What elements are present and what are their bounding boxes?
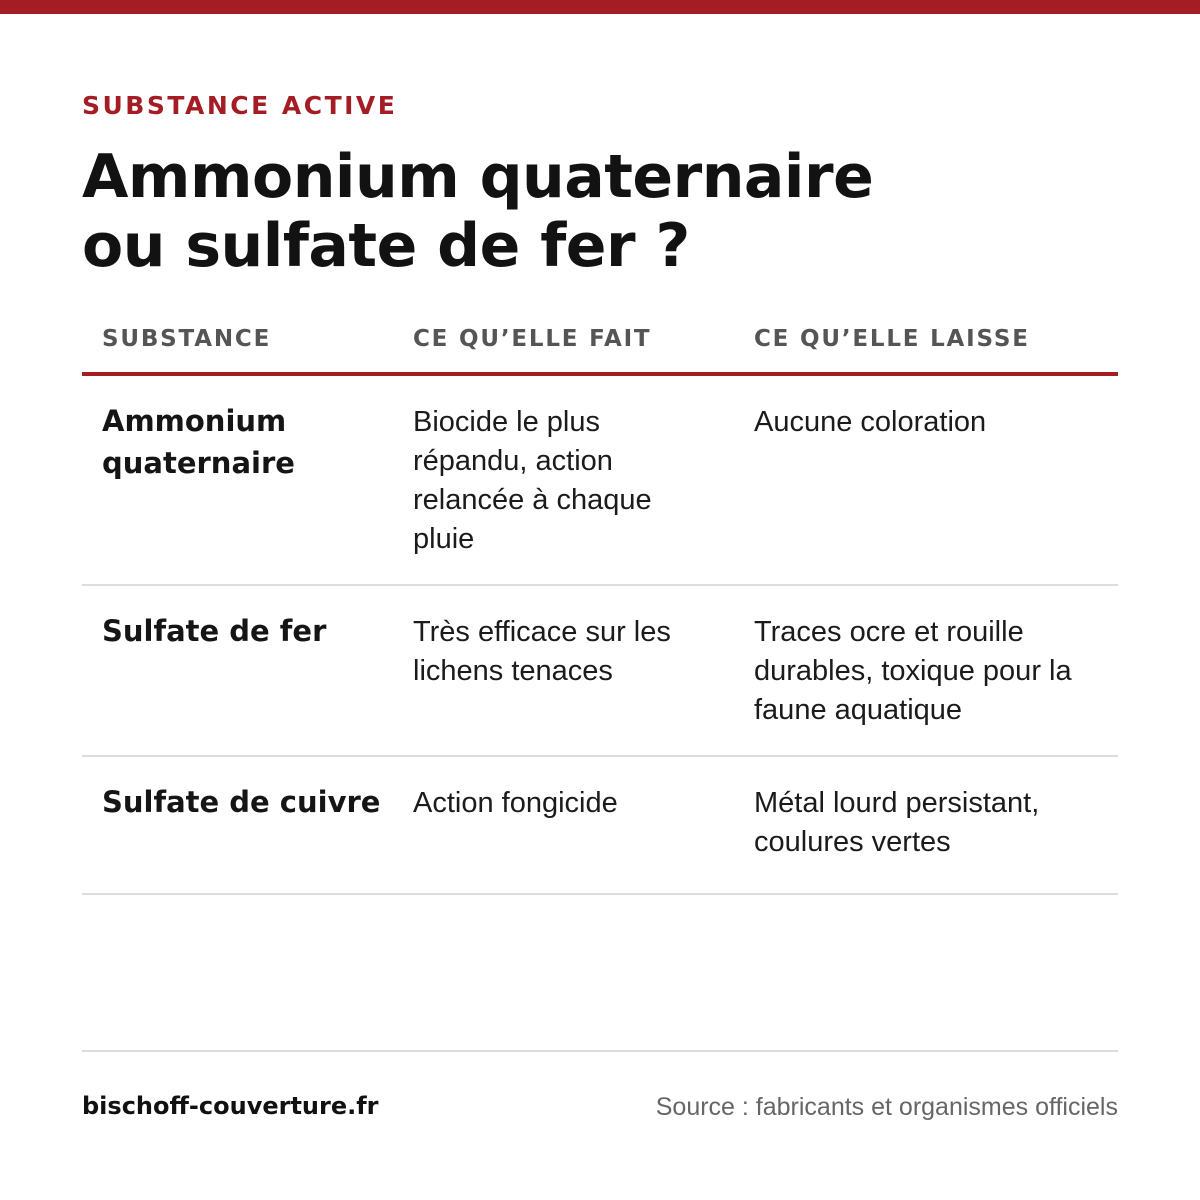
footer-divider (82, 1050, 1118, 1052)
top-accent-bar (0, 0, 1200, 14)
page-title-line-2: ou sulfate de fer ? (82, 211, 690, 281)
substance-residue: Aucune coloration (754, 406, 987, 438)
page-title (82, 143, 1122, 281)
table-header (82, 316, 1118, 376)
substance-name: Sulfate de cuivre (102, 785, 381, 819)
substance-name: Sulfate de fer (102, 614, 327, 648)
substance-name: Ammonium quaternaire (102, 404, 295, 480)
page-title-line-1: Ammonium quaternaire (82, 142, 874, 212)
substance-effect: Biocide le plus répandu, action relancée à chaque pluie (413, 406, 652, 555)
table-row (82, 586, 1118, 757)
substance-effect: Action fongicide (413, 787, 618, 819)
column-header-substance: SUBSTANCE (102, 326, 272, 352)
substance-residue: Métal lourd persistant, coulures vertes (754, 787, 1040, 858)
column-header-residue: CE QU’ELLE LAISSE (754, 326, 1030, 352)
substance-effect: Très efficace sur les lichens tenaces (413, 616, 671, 687)
comparison-table (82, 316, 1118, 895)
eyebrow-label: SUBSTANCE ACTIVE (82, 91, 398, 120)
footer-source: Source : fabricants et organismes officiels (655, 1093, 1118, 1121)
substance-residue: Traces ocre et rouille durables, toxique pour la faune aquatique (754, 616, 1072, 726)
footer-site-link[interactable]: bischoff-couverture.fr (82, 1092, 379, 1120)
column-header-effect: CE QU’ELLE FAIT (413, 326, 652, 352)
table-row (82, 376, 1118, 586)
table-row (82, 757, 1118, 895)
